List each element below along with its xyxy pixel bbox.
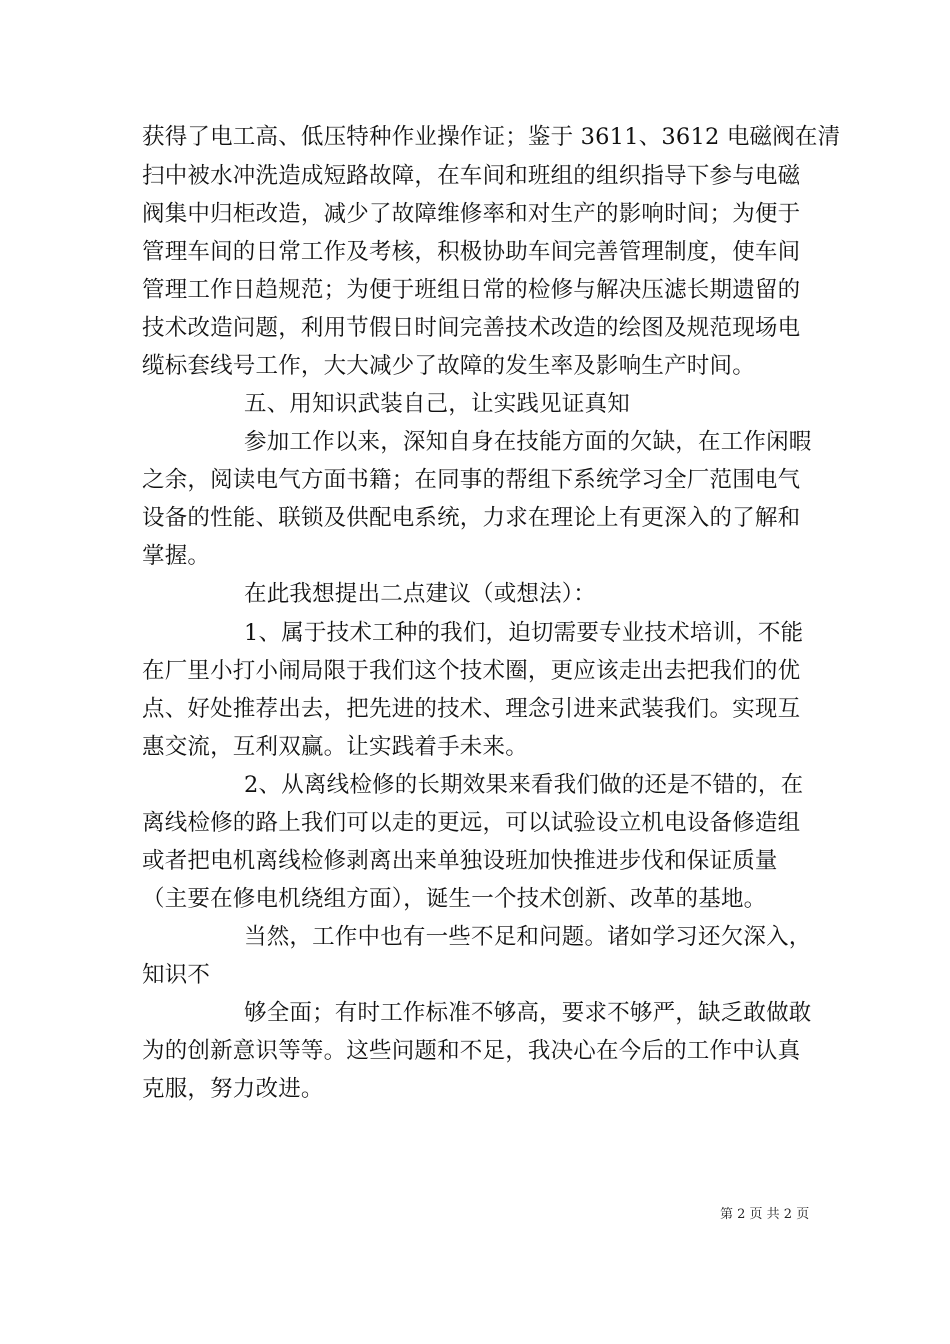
body-line: 管理车间的日常工作及考核，积极协助车间完善管理制度，使车间 xyxy=(142,239,801,265)
body-line: （主要在修电机绕组方面），诞生一个技术创新、改革的基地。 xyxy=(142,886,767,912)
body-line: 或者把电机离线检修剥离出来单独设班加快推进步伐和保证质量 xyxy=(142,848,778,874)
body-line: 缆标套线号工作，大大减少了故障的发生率及影响生产时间。 xyxy=(142,353,755,379)
body-line: 为的创新意识等等。这些问题和不足，我决心在今后的工作中认真 xyxy=(142,1038,801,1064)
body-line: 阀集中归柜改造，减少了故障维修率和对生产的影响时间；为便于 xyxy=(142,201,801,227)
body-line: 2、从离线检修的长期效果来看我们做的还是不错的，在 xyxy=(244,772,804,798)
body-line: 当然，工作中也有一些不足和问题。诸如学习还欠深入， xyxy=(244,924,812,950)
body-line: 获得了电工高、低压特种作业操作证；鉴于 3611、3612 电磁阀在清 xyxy=(142,124,841,150)
body-line: 扫中被水冲洗造成短路故障，在车间和班组的组织指导下参与电磁 xyxy=(142,163,801,189)
body-line: 之余，阅读电气方面书籍；在同事的帮组下系统学习全厂范围电气 xyxy=(142,467,801,493)
body-line: 参加工作以来，深知自身在技能方面的欠缺，在工作闲暇 xyxy=(244,429,812,455)
body-line: 在此我想提出二点建议（或想法）： xyxy=(244,581,596,607)
body-line: 克服，努力改进。 xyxy=(142,1076,324,1102)
body-line: 离线检修的路上我们可以走的更远，可以试验设立机电设备修造组 xyxy=(142,810,801,836)
body-line: 知识不 xyxy=(142,962,211,988)
body-line: 设备的性能、联锁及供配电系统，力求在理论上有更深入的了解和 xyxy=(142,505,801,531)
body-line: 1、属于技术工种的我们，迫切需要专业技术培训，不能 xyxy=(244,620,804,646)
body-line: 点、好处推荐出去，把先进的技术、理念引进来武装我们。实现互 xyxy=(142,696,801,722)
body-line: 掌握。 xyxy=(142,543,211,569)
body-line: 技术改造问题，利用节假日时间完善技术改造的绘图及规范现场电 xyxy=(142,315,801,341)
body-line: 管理工作日趋规范；为便于班组日常的检修与解决压滤长期遗留的 xyxy=(142,277,801,303)
body-line: 在厂里小打小闹局限于我们这个技术圈，更应该走出去把我们的优 xyxy=(142,658,801,684)
body-line: 惠交流，互利双赢。让实践着手未来。 xyxy=(142,734,528,760)
section-heading: 五、用知识武装自己，让实践见证真知 xyxy=(244,391,630,417)
page-number-footer: 第 2 页 共 2 页 xyxy=(720,1207,810,1222)
body-line: 够全面；有时工作标准不够高，要求不够严，缺乏敢做敢 xyxy=(244,1000,812,1026)
